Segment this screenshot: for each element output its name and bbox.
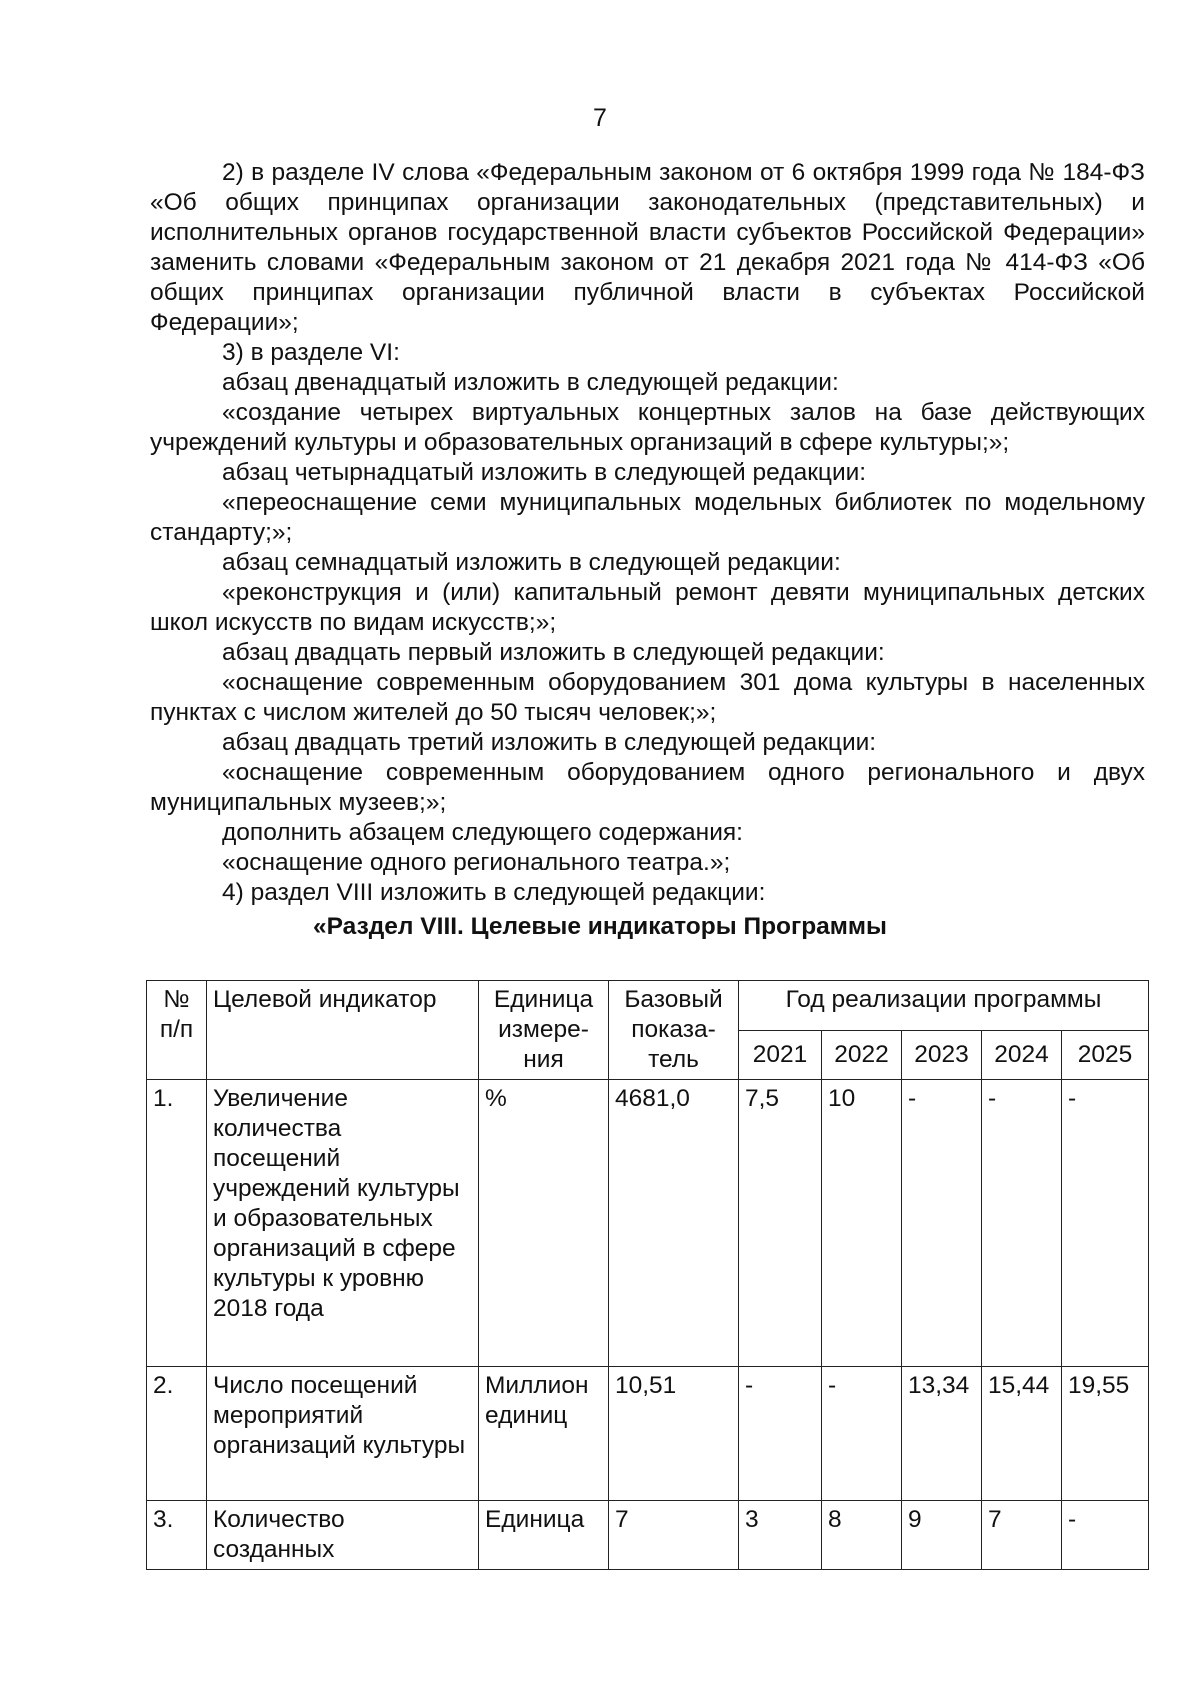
header-year: 2023: [902, 1030, 982, 1080]
cell-year-value: -: [739, 1367, 822, 1501]
section-heading: «Раздел VIII. Целевые индикаторы Программы: [313, 913, 887, 940]
cell-unit: Единица: [479, 1501, 609, 1570]
header-unit: Единица измере-ния: [479, 981, 609, 1080]
document-body: [150, 158, 1145, 908]
paragraph: 4) раздел VIII изложить в следующей редакции:: [222, 879, 766, 906]
header-year: 2021: [739, 1030, 822, 1080]
cell-year-value: -: [822, 1367, 902, 1501]
paragraph: 3) в разделе VI:: [222, 339, 400, 366]
cell-base: 4681,0: [609, 1080, 739, 1367]
cell-year-value: -: [982, 1080, 1062, 1367]
cell-year-value: -: [1062, 1080, 1149, 1367]
cell-indicator: Увеличение количества посещений учреждений культуры и образовательных организаций в сфере культуры к уровню 2018 года: [207, 1080, 479, 1367]
paragraph: «оснащение современным оборудованием одного регионального и двух муниципальных музеев;»;: [150, 759, 1145, 816]
paragraph: абзац семнадцатый изложить в следующей редакции:: [222, 549, 841, 576]
header-num: № п/п: [147, 981, 207, 1080]
paragraph: абзац двенадцатый изложить в следующей редакции:: [222, 369, 839, 396]
cell-year-value: 9: [902, 1501, 982, 1570]
header-row: [147, 981, 1149, 1031]
header-indicator: Целевой индикатор: [207, 981, 479, 1080]
paragraph: «оснащение современным оборудованием 301 дома культуры в населенных пунктах с числом жителей до 50 тысяч человек;»;: [150, 669, 1145, 726]
header-years-group: Год реализации программы: [739, 981, 1149, 1031]
paragraph: дополнить абзацем следующего содержания:: [222, 819, 743, 846]
cell-year-value: 15,44: [982, 1367, 1062, 1501]
paragraph: «переоснащение семи муниципальных модельных библиотек по модельному стандарту;»;: [150, 489, 1145, 546]
table-row: [147, 1080, 1149, 1367]
cell-year-value: 7: [982, 1501, 1062, 1570]
paragraph: 2) в разделе IV слова «Федеральным законом от 6 октября 1999 года № 184-ФЗ «Об общих принципах организации законодательных (представительных) и исполнительных органов государственной власти субъектов Российской Федерации» заменить словами «Федеральным законом от 21 декабря 2021 года № 414-ФЗ «Об общих принципах организации публичной власти в субъектах Российской Федерации»;: [150, 159, 1145, 336]
cell-year-value: -: [1062, 1501, 1149, 1570]
cell-year-value: 7,5: [739, 1080, 822, 1367]
paragraph: абзац четырнадцатый изложить в следующей редакции:: [222, 459, 867, 486]
paragraph: «оснащение одного регионального театра.»;: [222, 849, 731, 876]
cell-base: 7: [609, 1501, 739, 1570]
cell-num: 2.: [147, 1367, 207, 1501]
paragraph: абзац двадцать третий изложить в следующей редакции:: [222, 729, 877, 756]
paragraph: «создание четырех виртуальных концертных залов на базе действующих учреждений культуры и образовательных организаций в сфере культуры;»;: [150, 399, 1145, 456]
paragraph: «реконструкция и (или) капитальный ремонт девяти муниципальных детских школ искусств по видам искусств;»;: [150, 579, 1145, 636]
cell-year-value: 3: [739, 1501, 822, 1570]
cell-unit: %: [479, 1080, 609, 1367]
indicators-table: [146, 980, 1149, 1570]
cell-year-value: 19,55: [1062, 1367, 1149, 1501]
cell-indicator: Число посещений мероприятий организаций культуры: [207, 1367, 479, 1501]
page-number: 7: [593, 104, 607, 132]
cell-indicator: Количество созданных: [207, 1501, 479, 1570]
cell-year-value: 8: [822, 1501, 902, 1570]
cell-num: 1.: [147, 1080, 207, 1367]
cell-num: 3.: [147, 1501, 207, 1570]
paragraph: абзац двадцать первый изложить в следующей редакции:: [222, 639, 885, 666]
cell-year-value: 10: [822, 1080, 902, 1367]
cell-year-value: 13,34: [902, 1367, 982, 1501]
table-row: [147, 1367, 1149, 1501]
header-year: 2022: [822, 1030, 902, 1080]
header-base: Базовый показа-тель: [609, 981, 739, 1080]
header-year: 2024: [982, 1030, 1062, 1080]
header-year: 2025: [1062, 1030, 1149, 1080]
cell-year-value: -: [902, 1080, 982, 1367]
cell-base: 10,51: [609, 1367, 739, 1501]
cell-unit: Миллион единиц: [479, 1367, 609, 1501]
table-row: [147, 1501, 1149, 1570]
